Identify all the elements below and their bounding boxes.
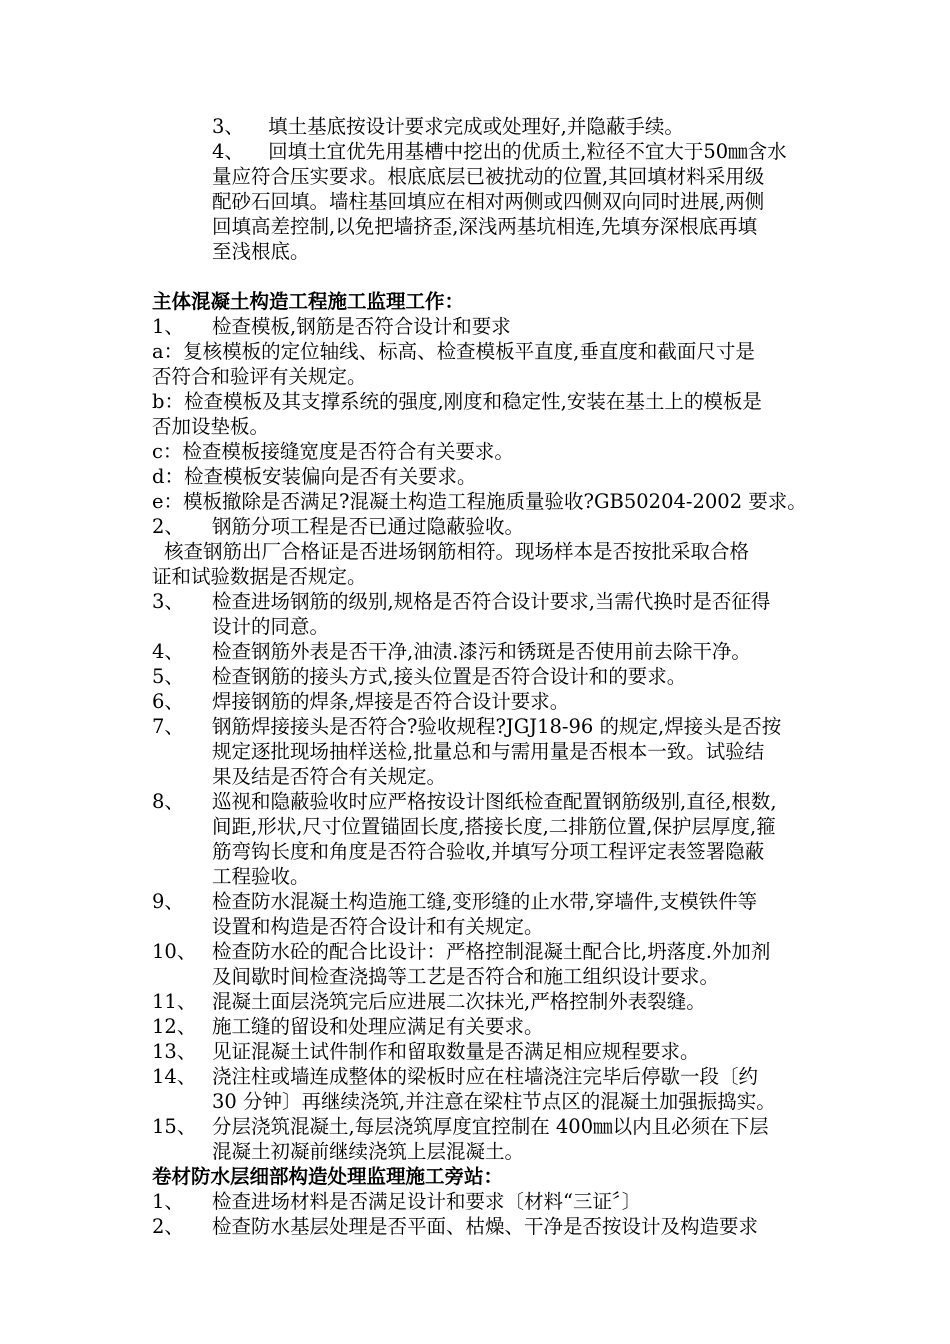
item-number: 1、 [152, 1190, 184, 1213]
item-number: 10、 [152, 940, 197, 963]
item-text: 钢筋焊接接头是否符合?验收规程?JGJ18-96 的规定,焊接头是否按 [212, 715, 782, 738]
section1-item-1-text: 检查模板,钢筋是否符合设计和要求 [212, 315, 511, 338]
sub-item-a-line-2: 否符合和验评有关规定。 [152, 365, 367, 388]
item-number: 14、 [152, 1065, 197, 1088]
sub-item-c: c：检查模板接缝宽度是否符合有关要求。 [152, 440, 514, 463]
item-text: 检查钢筋外表是否干净,油渍.漆污和锈斑是否使用前去除干净。 [212, 640, 751, 663]
item-number: 3、 [152, 590, 184, 613]
section-heading-concrete: 主体混凝土构造工程施工监理工作： [152, 290, 465, 313]
item-number: 5、 [152, 665, 184, 688]
section1-item-8-line-4: 工程验收。 [212, 865, 310, 888]
section1-item-7-line-2: 规定逐批现场抽样送检,批量总和与需用量是否根本一致。试验结 [212, 740, 765, 763]
item-number: 9、 [152, 890, 184, 913]
item-text: 检查防水砼的配合比设计：严格控制混凝土配合比,坍落度.外加剂 [212, 940, 771, 963]
item-number: 7、 [152, 715, 184, 738]
intro-item-4 [212, 139, 787, 164]
intro-item-3 [212, 114, 684, 139]
section1-item-8-line-2: 间距,形状,尺寸位置锚固长度,搭接长度,二排筋位置,保护层厚度,箍 [212, 815, 776, 838]
rebar-cert-para-line-2: 证和试验数据是否规定。 [152, 565, 367, 588]
sub-item-a-line-1: a：复核模板的定位轴线、标高、检查模板平直度,垂直度和截面尺寸是 [152, 340, 755, 363]
section1-item-10-line-2: 及间歇时间检查浇捣等工艺是否符合和施工组织设计要求。 [212, 965, 720, 988]
item-text: 检查防水混凝土构造施工缝,变形缝的止水带,穿墙件,支模铁件等 [212, 890, 758, 913]
rebar-cert-para-line-1: 核查钢筋出厂合格证是否进场钢筋相符。现场样本是否按批采取合格 [164, 540, 750, 563]
item-number: 11、 [152, 990, 197, 1013]
section1-item-7-line-3: 果及结是否符合有关规定。 [212, 765, 447, 788]
intro-item-3-text: 填土基底按设计要求完成或处理好,并隐蔽手续。 [268, 115, 684, 138]
section1-item-3-line-2: 设计的同意。 [212, 615, 330, 638]
item-text: 检查进场材料是否满足设计和要求〔材料“三证〞〕 [212, 1190, 642, 1213]
sub-item-d: d：检查模板安装偏向是否有关要求。 [152, 465, 477, 488]
item-text: 混凝土面层浇筑完后应进展二次抹光,严格控制外表裂缝。 [212, 990, 706, 1013]
section-heading-waterproofing: 卷材防水层细部构造处理监理施工旁站： [152, 1165, 504, 1188]
intro-item-4-line-5: 至浅根底。 [212, 240, 310, 263]
intro-item-4-line-2: 量应符合压实要求。根底底层已被扰动的位置,其回填材料采用级 [212, 165, 765, 188]
intro-item-4-line-4: 回填高差控制,以免把墙挤歪,深浅两基坑相连,先填夯深根底再填 [212, 215, 758, 238]
section1-item-14-line-2: 30 分钟〕再继续浇筑,并注意在梁柱节点区的混凝土加强振捣实。 [212, 1090, 776, 1113]
intro-item-4-number: 4、 [212, 140, 244, 163]
intro-item-4-line-3: 配砂石回填。墙柱基回填应在相对两侧或四侧双向同时进展,两侧 [212, 190, 765, 213]
item-number: 8、 [152, 790, 184, 813]
intro-item-3-number: 3、 [212, 115, 244, 138]
item-text: 检查防水基层处理是否平面、枯燥、干净是否按设计及构造要求 [212, 1215, 759, 1238]
item-number: 6、 [152, 690, 184, 713]
section1-item-2-number: 2、 [152, 515, 184, 538]
item-text: 巡视和隐蔽验收时应严格按设计图纸检查配置钢筋级别,直径,根数, [212, 790, 777, 813]
section1-item-9-line-2: 设置和构造是否符合设计和有关规定。 [212, 915, 544, 938]
item-text: 检查钢筋的接头方式,接头位置是否符合设计和的要求。 [212, 665, 687, 688]
sub-item-e: e：模板撤除是否满足?混凝土构造工程施质量验收?GB50204-2002 要求。 [152, 490, 807, 513]
sub-item-b-line-2: 否加设垫板。 [152, 415, 270, 438]
item-text: 分层浇筑混凝土,每层浇筑厚度宜控制在 400㎜以内且必须在下层 [212, 1115, 769, 1138]
item-number: 15、 [152, 1115, 197, 1138]
item-text: 检查进场钢筋的级别,规格是否符合设计要求,当需代换时是否征得 [212, 590, 771, 613]
item-number: 12、 [152, 1015, 197, 1038]
sub-item-b-line-1: b：检查模板及其支撑系统的强度,刚度和稳定性,安装在基土上的模板是 [152, 390, 762, 413]
item-text: 焊接钢筋的焊条,焊接是否符合设计要求。 [212, 690, 570, 713]
item-number: 13、 [152, 1040, 197, 1063]
item-text: 施工缝的留设和处理应满足有关要求。 [212, 1015, 544, 1038]
intro-item-4-line-1: 回填土宜优先用基槽中挖出的优质土,粒径不宜大于50㎜含水 [268, 140, 787, 163]
section1-item-1-number: 1、 [152, 315, 184, 338]
item-number: 4、 [152, 640, 184, 663]
section1-item-8-line-3: 筋弯钩长度和角度是否符合验收,并填写分项工程评定表签署隐蔽 [212, 840, 765, 863]
item-number: 2、 [152, 1215, 184, 1238]
section1-item-15-line-2: 混凝土初凝前继续浇筑上层混凝土。 [212, 1140, 525, 1163]
section1-item-2-text: 钢筋分项工程是否已通过隐蔽验收。 [212, 515, 525, 538]
item-text: 见证混凝土试件制作和留取数量是否满足相应规程要求。 [212, 1040, 700, 1063]
item-text: 浇注柱或墙连成整体的梁板时应在柱墙浇注完毕后停歇一段〔约 [212, 1065, 759, 1088]
